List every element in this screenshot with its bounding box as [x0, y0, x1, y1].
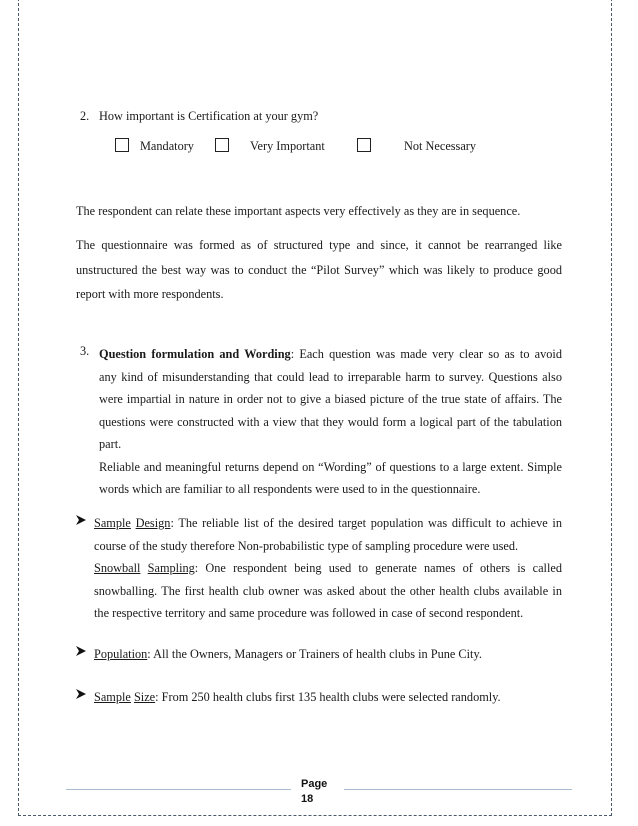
paragraph-pilot-survey: The questionnaire was formed as of structured type and since, it cannot be rearranged like unstructured the best way was to conduct the “Pilot Survey” which was likely to produce good report with more respondents.: [76, 238, 562, 301]
page-number-label: [301, 777, 327, 807]
question-3-heading: Question formulation and Wording: [99, 347, 291, 361]
arrow-bullet-icon: [75, 686, 87, 702]
sample-size-text: : From 250 health clubs first 135 health clubs were selected randomly.: [155, 690, 501, 704]
sample-size-term-2: Size: [133, 690, 156, 704]
question-2-options: [115, 138, 555, 158]
question-3-line-7: words which are familiar to all respondents were used to in the questionnaire.: [99, 482, 481, 496]
question-3-line-2: any kind of misunderstanding that could lead to irreparable harm to survey. Questions also: [99, 369, 562, 384]
paragraph-sequence: The respondent can relate these important aspects very effectively as they are in sequence.: [76, 204, 521, 218]
question-3-line-5: part.: [99, 437, 122, 451]
sample-size-term-1: Sample: [94, 690, 131, 704]
arrow-bullet-icon: [75, 643, 87, 659]
sample-design-text: : The reliable list of the desired target population was difficult to achieve in course of the study therefore Non-probabilistic type of sampling procedure were used.: [94, 516, 562, 553]
footer-rule-right: [344, 789, 572, 790]
question-2-text: How important is Certification at your gym?: [99, 109, 319, 123]
question-3: [76, 343, 562, 501]
not-necessary-label: Not Necessary: [404, 139, 477, 153]
snowball-term-2: Sampling: [147, 561, 195, 575]
bullet-sample-design: [75, 512, 562, 625]
population-text: : All the Owners, Managers or Trainers of health clubs in Pune City.: [147, 647, 482, 661]
sample-design-term-2: Design: [135, 516, 171, 530]
very-important-label: Very Important: [250, 139, 325, 153]
question-2: [80, 108, 318, 125]
page-number: 18: [301, 793, 314, 805]
arrow-bullet-icon: [75, 512, 87, 528]
page-footer: [66, 774, 572, 814]
question-3-line-1: : Each question was made very clear so as to avoid: [290, 347, 562, 361]
snowball-term-1: Snowball: [94, 561, 141, 575]
page-word: Page: [301, 778, 328, 790]
footer-rule-left: [66, 789, 291, 790]
question-3-number: 3.: [80, 344, 90, 358]
mandatory-checkbox[interactable]: [115, 138, 129, 152]
sample-design-term-1: Sample: [94, 516, 131, 530]
mandatory-label: Mandatory: [140, 139, 194, 153]
question-3-body: [99, 343, 562, 501]
very-important-checkbox[interactable]: [215, 138, 229, 152]
question-3-line-4: questions were constructed with a view that they would form a logical part of the tabulation: [99, 414, 562, 429]
bullet-sample-size: [75, 686, 562, 709]
bullet-population: [75, 643, 562, 666]
question-3-line-3: were impartial in nature in order not to give a biased picture of the true state of affairs. The: [99, 392, 562, 406]
not-necessary-checkbox[interactable]: [357, 138, 371, 152]
question-3-line-6: Reliable and meaningful returns depend on “Wording” of questions to a large extent. Simple: [99, 459, 562, 474]
snowball-text: : One respondent being used to generate names of others is called snowballing. The first health club owner was asked about the other health clubs available in the respective territory and same procedure was followed in case of second respondent.: [94, 561, 562, 620]
population-term: Population: [94, 647, 148, 661]
question-2-number: 2.: [80, 109, 90, 123]
